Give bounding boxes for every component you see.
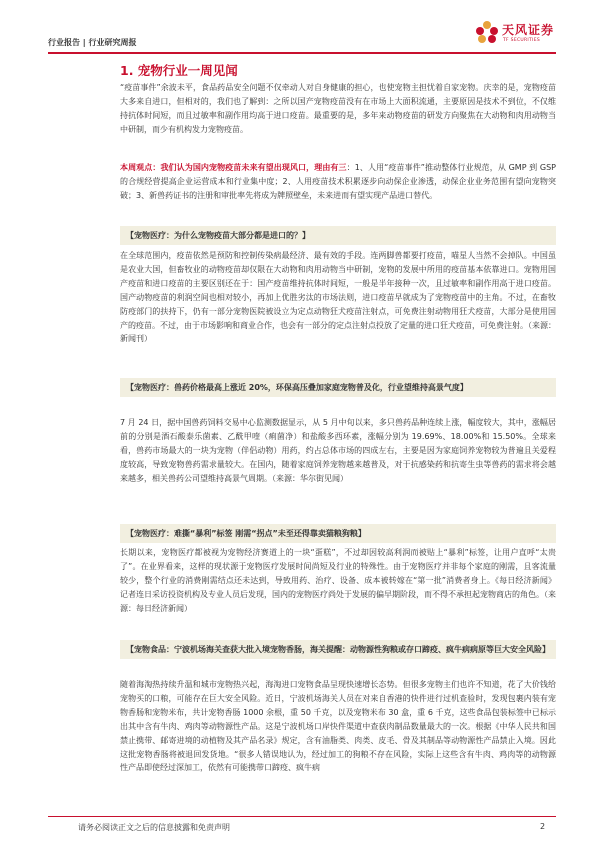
intro-paragraph: “疫苗事件”余波未平，食品药品安全问题不仅牵动人对自身健康的担心，也使宠物主担忧着自家宠物。庆幸的是，宠物疫苗大多来自进口，但相对的，我们也了解到：之所以国产宠物疫苗没有在市场上大面积流通，主要原因是技术不到位，不仅维持抗体时间短，而且过敏率和副作用均高于进口疫苗。最重要的是，多年来动物疫苗的研发方向聚焦在大动物和肉用动物当中研制，而少有机构发力宠物疫苗。 [120,83,556,134]
weekly-view-lead: 本周观点：我们认为国内宠物疫苗未来有望出现风口，理由有三 [120,163,347,172]
weekly-view-paragraph [120,161,556,203]
logo-name-cn: 天风证券 [502,23,555,37]
report-category: 行业报告 | 行业研究周报 [48,38,137,47]
footer-disclaimer: 请务必阅读正文之后的信息披露和免责声明 [78,823,230,832]
news-title-pet-food: 【宠物食品：宁波机场海关查获大批入境宠物香肠，海关提醒：动物源性狗粮或存口蹄疫、疯牛病病原等巨大安全风险】 [120,640,556,659]
logo-flower-icon [474,19,500,45]
news-body-vaccine: 在全球范围内，疫苗依然是预防和控制传染病最经济、最有效的手段。连两脚兽都要打疫苗，喵星人当然不会掉队。中国虽是农业大国，但畜牧业的动物疫苗却仅限在大动物和肉用动物当中研制，宠物的发展中所用的疫苗基本依靠进口。宠物用国产疫苗和进口疫苗的主要区别还在于：国产疫苗维持抗体时间短，一般是半年接种一次，且过敏率和副作用高于进口疫苗。国产动物疫苗的利润空间也相对较小，再加上优胜劣汰的市场法则，进口疫苗早就成为了宠物疫苗中的主角。不过，在畜牧防疫部门的扶持下，仍有一部分宠物医院被设立为定点动物狂犬疫苗注射点，可免费注射动物用狂犬疫苗，大部分是使用国产的疫苗。不过，由于市场影响和商业合作，也会有一部分的定点注射点投放了定量的进口狂犬疫苗，可免费注射。（来源：新闻刊） [120,251,556,344]
weekly-view-text: ：1、人用“疫苗事件”推动整体行业规范，从 GMP 到 GSP 的合规经营提高企业运营成本和行业集中度；2、人用疫苗技术积累逐步向动保企业渗透，动保企业业务范围有望向宠物突破；3、新兽药证书的注册和审批率先将成为牌照壁垒，未来进而有望实现产品进口替代。 [120,163,556,200]
page-number: 2 [540,822,546,831]
footer-divider [48,816,556,817]
section-title: 1. 宠物行业一周见闻 [120,63,238,78]
company-logo [474,15,554,53]
news-body-pet-food: 随着海淘热持续升温和城市宠物热兴起，海淘进口宠物食品呈现快速增长态势。但很多宠物主们也许不知道，花了大价钱给宠物买的口粮，可能存在巨大安全风险。近日，宁波机场海关人员在对来自香港的快件进行过机查验时，发现包裹内装有宠物香肠和宠物米布，共计宠物香肠 1000 余根，重 50 千克，以及宠物米布 30 盒，重 6 千克，这些食品包装标签中已标示出其中含有牛肉、鸡肉等动物源性产品。这是宁波机场口岸快件渠道中查获肉制品数量最大的一次。根据《中华人民共和国禁止携带、邮寄进境的动植物及其产品名录》规定，含有油脂类、肉类、皮毛、骨及其制品等动物源性产品禁止入境。因此这批宠物香肠将被退回发货地。“很多人错误地认为，经过加工的狗粮不存在风险，实际上这些含有牛肉、鸡肉等的动物源性产品即使经过深加工，依然有可能携带口蹄疫、疯牛病 [120,680,556,773]
header-divider [48,52,556,54]
news-title-drug-price: 【宠物医疗：兽药价格最高上涨近 20%，环保高压叠加家庭宠物普及化，行业望维持高景气度】 [120,378,556,397]
logo-name-en: TF SECURITIES [503,38,541,43]
news-body-drug-price: 7 月 24 日，据中国兽药饲料交易中心监测数据显示，从 5 月中旬以来，多只兽药品种连续上涨，幅度较大，其中，涨幅居前的分别是酒石酸泰乐菌素、乙酰甲喹（痢菌净）和盐酸多西环素，涨幅分别为 19.69%、18.00%和 15.50%。全球来看，兽药市场最大的一块为宠物（伴侣动物）用药，约占总体市场的四成左右，主要是因为家庭饲养宠物较为普遍且关爱程度较高，导致宠物兽药需求量较大。在国内，随着家庭饲养宠物越来越普及，对于抗感染药和抗寄生虫等兽药的需求将会越来越多，相关兽药公司望维持高景气周期。（来源：华尔街见闻） [120,418,556,483]
news-title-medical-profit: 【宠物医疗：难撕“暴利”标签 刚需“拐点”未至还得靠卖猫粮狗粮】 [120,524,556,543]
news-body-medical-profit: 长期以来，宠物医疗都被视为宠物经济赛道上的一块“蛋糕”，不过却因较高利润而被贴上“暴利”标签，让用户直呼“太贵了”。在业界看来，这样的现状源于宠物医疗发展时间尚短及行业的特殊性。由于宠物医疗并非每个家庭的刚需，且客流量较少，整个行业的消费刚需结点还未达到，导致用药、治疗、设备、成本被转嫁在“第一批”消费者身上。《每日经济新闻》记者连日采访投资机构及专业人员后发现，国内的宠物医疗尚处于发展的偏早期阶段，而不得不承担起宠物商店的角色。（来源：每日经济新闻） [120,548,556,613]
news-title-vaccine: 【宠物医疗：为什么宠物疫苗大部分都是进口的？】 [120,226,556,245]
